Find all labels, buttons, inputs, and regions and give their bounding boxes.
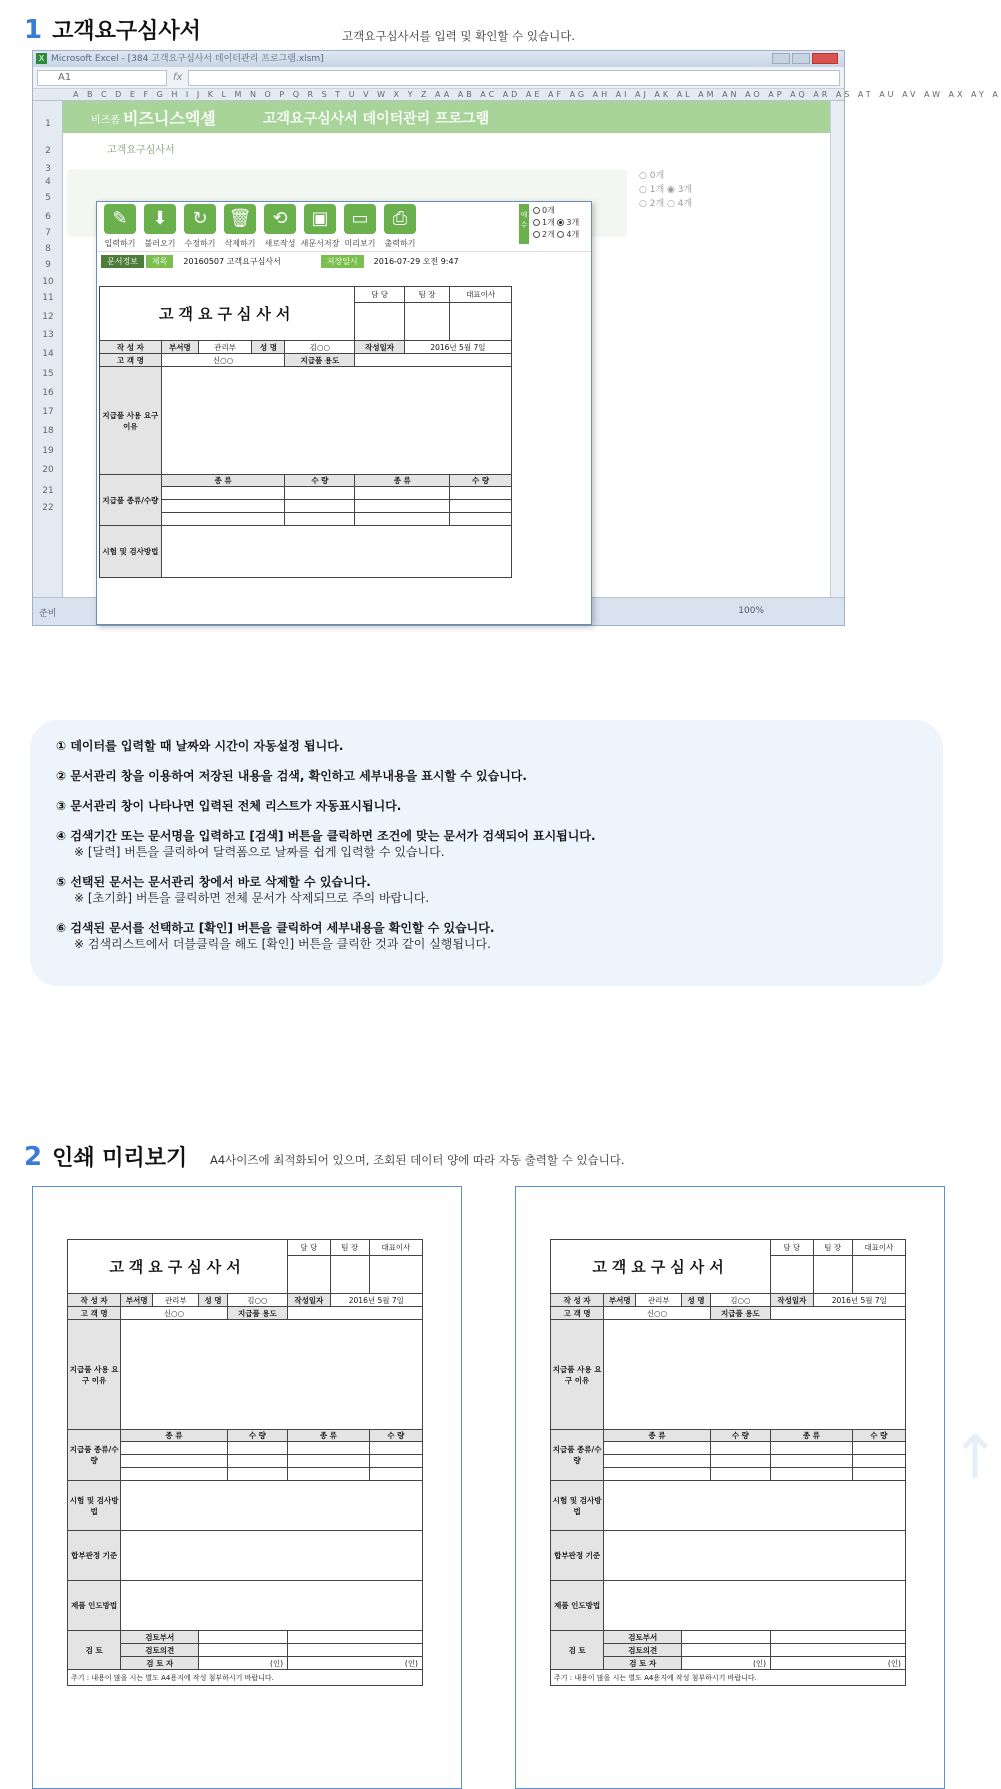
reason-value[interactable] (121, 1320, 423, 1430)
ghost-radio-row: ○ 2개 ○ 4개 (639, 199, 693, 209)
item-kind-cell[interactable] (604, 1442, 710, 1455)
qty-header: 수 량 (852, 1430, 905, 1442)
item-kind-cell[interactable] (355, 513, 450, 526)
trash-icon: 🗑 (224, 204, 256, 234)
note-main: ① 데이터를 입력할 때 날짜와 시간이 자동설정 됩니다. (56, 739, 344, 753)
title-tag: 제목 (146, 255, 173, 268)
dept-value[interactable]: 관리부 (636, 1294, 682, 1307)
toolbar-button-label: 불러오기 (144, 239, 176, 248)
use-value[interactable] (355, 354, 512, 367)
qty-header: 수 량 (450, 475, 512, 487)
seal-mark: (인) (199, 1657, 288, 1670)
item-qty-cell[interactable] (450, 513, 512, 526)
reason-value[interactable] (604, 1320, 906, 1430)
close-button[interactable] (812, 53, 838, 64)
date-value[interactable]: 2016년 5월 7일 (813, 1294, 905, 1307)
title-value: 20160507 고객요구심사서 (183, 256, 281, 266)
item-kind-cell[interactable] (161, 487, 285, 500)
item-qty-cell[interactable] (285, 513, 355, 526)
name-label: 성 명 (199, 1294, 227, 1307)
review-opinion-label: 검토의견 (604, 1644, 682, 1657)
date-value[interactable]: 2016년 5월 7일 (404, 341, 511, 354)
note-main: ③ 문서관리 창이 나타나면 입력된 전체 리스트가 자동표시됩니다. (56, 799, 402, 813)
radio-1[interactable] (533, 219, 540, 226)
approval-sign[interactable] (771, 1256, 814, 1294)
review-cell (199, 1631, 288, 1644)
item-qty-cell[interactable] (450, 487, 512, 500)
pass-label: 합부판정 기준 (68, 1531, 121, 1581)
radio-0-label: 0개 (542, 206, 555, 215)
name-label: 성 명 (682, 1294, 710, 1307)
deliver-label: 제품 인도방법 (68, 1581, 121, 1631)
row-header[interactable]: 6 (45, 212, 51, 222)
form-title: 고객요구심사서 (68, 1240, 288, 1294)
ghost-radio-row: ○ 1개 ◉ 3개 (639, 185, 693, 195)
approval-sign[interactable] (404, 303, 449, 341)
reason-value[interactable] (161, 367, 511, 475)
item-kind-cell[interactable] (161, 513, 285, 526)
reviewer-label: 검 토 자 (604, 1657, 682, 1670)
row-header[interactable]: 8 (45, 244, 51, 254)
toolbar-button-label: 삭제하기 (224, 239, 256, 248)
item-qty-cell[interactable] (285, 487, 355, 500)
row-header[interactable]: 19 (42, 446, 54, 456)
brand-small: 비즈폼 (91, 115, 120, 126)
seal-mark: (인) (288, 1657, 423, 1670)
approval-header: 대표이사 (369, 1240, 422, 1256)
items-label: 지급품 종류/수량 (551, 1430, 604, 1481)
section2-desc: A4사이즈에 최적화되어 있으며, 조회된 데이터 양에 따라 자동 출력할 수 있습니다. (210, 1153, 625, 1167)
review-dept-label: 검토부서 (604, 1631, 682, 1644)
review-cell (771, 1644, 906, 1657)
item-kind-cell[interactable] (771, 1442, 853, 1455)
kind-header: 종 류 (121, 1430, 227, 1442)
item-qty-cell[interactable] (369, 1442, 422, 1455)
zoom-level[interactable]: 100% (738, 606, 764, 616)
background-copies (619, 169, 739, 225)
copies-label: 매수 (519, 204, 529, 244)
approval-sign[interactable] (813, 1256, 852, 1294)
row-header[interactable]: 20 (42, 465, 54, 475)
item-kind-cell[interactable] (604, 1468, 710, 1481)
review-cell (288, 1644, 423, 1657)
item-qty-cell[interactable] (369, 1468, 422, 1481)
vertical-scrollbar[interactable] (830, 101, 844, 597)
approval-header: 팀 장 (404, 287, 449, 303)
items-label: 지급품 종류/수량 (68, 1430, 121, 1481)
dept-value[interactable]: 관리부 (198, 341, 252, 354)
dept-label: 부서명 (121, 1294, 153, 1307)
radio-4[interactable] (557, 231, 564, 238)
item-kind-cell[interactable] (771, 1468, 853, 1481)
note-main: ⑤ 선택된 문서는 문서관리 창에서 바로 삭제할 수 있습니다. (56, 875, 371, 889)
form-footnote: 주기 : 내용이 많을 시는 별도 A4용지에 작성 첨부하시기 바랍니다. (551, 1670, 906, 1686)
document-info-bar (97, 254, 591, 268)
approval-header: 대표이사 (852, 1240, 905, 1256)
test-label: 시험 및 검사방법 (551, 1481, 604, 1531)
form-toolbar (97, 202, 591, 252)
row-header[interactable]: 10 (42, 277, 54, 287)
toolbar-button-3[interactable] (219, 204, 261, 249)
status-text: 준비 (39, 609, 57, 619)
item-kind-cell[interactable] (121, 1468, 227, 1481)
radio-2[interactable] (533, 231, 540, 238)
item-qty-cell[interactable] (852, 1468, 905, 1481)
toolbar-button-0[interactable] (99, 204, 141, 249)
date-value[interactable]: 2016년 5월 7일 (330, 1294, 422, 1307)
section1-number: 1 (24, 15, 43, 45)
note-item (56, 738, 917, 754)
item-kind-cell[interactable] (161, 500, 285, 513)
row-header[interactable]: 13 (42, 330, 54, 340)
toolbar-button-2[interactable] (179, 204, 221, 249)
item-kind-cell[interactable] (288, 1442, 370, 1455)
save-icon: ▣ (304, 204, 336, 234)
reviewer-label: 검 토 자 (121, 1657, 199, 1670)
note-sub: ※ [초기화] 버튼을 클릭하면 전체 문서가 삭제되므로 주의 바랍니다. (74, 891, 430, 905)
item-kind-cell[interactable] (771, 1455, 853, 1468)
item-qty-cell[interactable] (227, 1442, 287, 1455)
author-label: 작 성 자 (68, 1294, 121, 1307)
ghost-radio-row: ○ 0개 (639, 171, 665, 181)
section2-title: 인쇄 미리보기 (52, 1146, 188, 1171)
row-header[interactable]: 22 (42, 503, 54, 513)
test-label: 시험 및 검사방법 (68, 1481, 121, 1531)
name-box[interactable]: A1 (37, 70, 167, 86)
dept-label: 부서명 (161, 341, 198, 354)
dept-label: 부서명 (604, 1294, 636, 1307)
review-cell (682, 1644, 771, 1657)
item-qty-cell[interactable] (227, 1468, 287, 1481)
toolbar-button-label: 미리보기 (344, 239, 376, 248)
item-qty-cell[interactable] (852, 1442, 905, 1455)
review-dept-label: 검토부서 (121, 1631, 199, 1644)
excel-window-title: Microsoft Excel - [384 고객요구심사서 데이터관리 프로그램.xlsm] (51, 54, 324, 64)
customer-label: 고 객 명 (551, 1307, 604, 1320)
row-header[interactable]: 4 (45, 177, 51, 187)
radio-2-label: 2개 (542, 230, 555, 239)
row-header[interactable]: 15 (42, 369, 54, 379)
item-kind-cell[interactable] (288, 1455, 370, 1468)
section1-heading (24, 14, 201, 45)
item-kind-cell[interactable] (355, 487, 450, 500)
toolbar-button-1[interactable] (139, 204, 181, 249)
use-label: 지급품 용도 (227, 1307, 287, 1320)
section2-number: 2 (24, 1142, 43, 1172)
input-form-window (96, 201, 592, 625)
row-header[interactable]: 21 (42, 486, 54, 496)
toolbar-button-7[interactable] (379, 204, 421, 249)
row-header[interactable]: 1 (45, 119, 51, 129)
item-qty-cell[interactable] (710, 1442, 770, 1455)
review-label: 검 토 (551, 1631, 604, 1670)
approval-header: 담 당 (288, 1240, 331, 1256)
qty-header: 수 량 (369, 1430, 422, 1442)
load-icon: ⬇ (144, 204, 176, 234)
review-cell (682, 1631, 771, 1644)
use-value[interactable] (288, 1307, 423, 1320)
copies-selector (519, 204, 589, 244)
test-label: 시험 및 검사방법 (100, 526, 162, 578)
date-label: 작성일자 (771, 1294, 814, 1307)
toolbar-button-label: 새로작성 (264, 239, 296, 248)
doc-info-tag: 문서정보 (101, 255, 144, 268)
radio-0[interactable] (533, 207, 540, 214)
item-kind-cell[interactable] (355, 500, 450, 513)
radio-4-label: 4개 (566, 230, 580, 239)
reason-label: 지급품 사용 요구 이유 (551, 1320, 604, 1430)
section2-heading (24, 1141, 187, 1172)
saved-tag: 저장일시 (321, 255, 364, 268)
printed-form-1 (67, 1239, 423, 1686)
row-headers (33, 101, 63, 597)
note-item (56, 768, 917, 784)
approval-header: 팀 장 (813, 1240, 852, 1256)
note-sub: ※ 검색리스트에서 더블클릭을 해도 [확인] 버튼을 클릭한 것과 같이 실행됩니다. (74, 937, 491, 951)
approval-sign[interactable] (369, 1256, 422, 1294)
approval-sign[interactable] (355, 303, 404, 341)
dept-value[interactable]: 관리부 (153, 1294, 199, 1307)
item-qty-cell[interactable] (227, 1455, 287, 1468)
formula-input[interactable] (188, 70, 840, 86)
form-title: 고객요구심사서 (551, 1240, 771, 1294)
approval-header: 담 당 (355, 287, 404, 303)
name-value[interactable]: 김○○ (285, 341, 355, 354)
excel-titlebar (33, 51, 844, 67)
kind-header: 종 류 (771, 1430, 853, 1442)
column-headers: A B C D E F G H I J K L M N O P Q R S T U V W X Y Z AA AB AC AD AE AF AG AH AI AJ AK AL AM AN AO AP AQ AR AS AT AU AV AW AX AY A (33, 89, 844, 101)
radio-3-label: 3개 (566, 218, 580, 227)
row-header[interactable]: 9 (45, 260, 51, 270)
seal-mark: (인) (682, 1657, 771, 1670)
date-label: 작성일자 (288, 1294, 331, 1307)
print-preview-page-2 (515, 1186, 945, 1789)
excel-app-icon: X (36, 53, 47, 64)
refresh-icon: ↻ (184, 204, 216, 234)
test-value[interactable] (121, 1481, 423, 1531)
approval-sign[interactable] (288, 1256, 331, 1294)
print-icon: ⎙ (384, 204, 416, 234)
row-header[interactable]: 5 (45, 193, 51, 203)
program-title: 고객요구심사서 데이터관리 프로그램 (263, 111, 490, 127)
note-main: ② 문서관리 창을 이용하여 저장된 내용을 검색, 확인하고 세부내용을 표시할 수 있습니다. (56, 769, 527, 783)
kind-header: 종 류 (161, 475, 285, 487)
program-banner (63, 101, 830, 133)
radio-1-label: 1개 (542, 218, 555, 227)
feature-notes (30, 720, 943, 986)
note-item (56, 874, 917, 906)
note-item (56, 920, 917, 952)
approval-header: 팀 장 (330, 1240, 369, 1256)
review-cell (288, 1631, 423, 1644)
customer-label: 고 객 명 (68, 1307, 121, 1320)
note-main: ⑥ 검색된 문서를 선택하고 [확인] 버튼을 클릭하여 세부내용을 확인할 수 있습니다. (56, 921, 495, 935)
item-kind-cell[interactable] (288, 1468, 370, 1481)
item-qty-cell[interactable] (710, 1455, 770, 1468)
review-opinion-label: 검토의견 (121, 1644, 199, 1657)
row-header[interactable]: 3 (45, 164, 51, 174)
approval-sign[interactable] (330, 1256, 369, 1294)
date-label: 작성일자 (355, 341, 404, 354)
item-qty-cell[interactable] (369, 1455, 422, 1468)
kind-header: 종 류 (604, 1430, 710, 1442)
author-label: 작 성 자 (100, 341, 162, 354)
use-label: 지급품 용도 (285, 354, 355, 367)
item-kind-cell[interactable] (604, 1455, 710, 1468)
item-qty-cell[interactable] (710, 1468, 770, 1481)
form-footnote: 주기 : 내용이 많을 시는 별도 A4용지에 작성 첨부하시기 바랍니다. (68, 1670, 423, 1686)
note-main: ④ 검색기간 또는 문서명을 입력하고 [검색] 버튼을 클릭하면 조건에 맞는 문서가 검색되어 표시됩니다. (56, 829, 596, 843)
approval-header: 담 당 (771, 1240, 814, 1256)
author-label: 작 성 자 (551, 1294, 604, 1307)
row-header[interactable]: 16 (42, 388, 54, 398)
test-value[interactable] (604, 1481, 906, 1531)
name-value[interactable]: 김○○ (227, 1294, 287, 1307)
note-sub: ※ [달력] 버튼을 클릭하여 달력폼으로 날짜를 쉽게 입력할 수 있습니다. (74, 845, 445, 859)
pass-label: 합부판정 기준 (551, 1531, 604, 1581)
item-kind-cell[interactable] (121, 1455, 227, 1468)
qty-header: 수 량 (227, 1430, 287, 1442)
name-value[interactable]: 김○○ (710, 1294, 770, 1307)
brand-logo: 비즈니스엑셀 (123, 109, 216, 128)
use-value[interactable] (771, 1307, 906, 1320)
items-label: 지급품 종류/수량 (100, 475, 162, 526)
radio-3[interactable] (557, 219, 564, 226)
toolbar-button-label: 입력하기 (104, 239, 136, 248)
name-label: 성 명 (252, 341, 285, 354)
sheet-subtitle: 고객요구심사서 (107, 145, 175, 156)
row-header[interactable]: 12 (42, 312, 54, 322)
minimize-button[interactable] (772, 53, 790, 64)
section1-desc: 고객요구심사서를 입력 및 확인할 수 있습니다. (342, 29, 576, 43)
seal-mark: (인) (771, 1657, 906, 1670)
form-title: 고객요구심사서 (100, 287, 355, 341)
item-qty-cell[interactable] (852, 1455, 905, 1468)
deliver-label: 제품 인도방법 (551, 1581, 604, 1631)
use-label: 지급품 용도 (710, 1307, 770, 1320)
item-qty-cell[interactable] (285, 500, 355, 513)
row-header[interactable]: 18 (42, 426, 54, 436)
approval-sign[interactable] (450, 303, 512, 341)
new-icon: ⟲ (264, 204, 296, 234)
customer-label: 고 객 명 (100, 354, 162, 367)
printed-form-2 (550, 1239, 906, 1686)
item-kind-cell[interactable] (121, 1442, 227, 1455)
deliver-value[interactable] (604, 1581, 906, 1631)
row-header[interactable]: 11 (42, 293, 54, 303)
item-qty-cell[interactable] (450, 500, 512, 513)
formula-bar (33, 67, 844, 89)
customer-value[interactable]: 신○○ (121, 1307, 227, 1320)
arrow-decoration: ↑ (950, 1423, 1001, 1493)
approval-sign[interactable] (852, 1256, 905, 1294)
pencil-icon: ✎ (104, 204, 136, 234)
saved-value: 2016-07-29 오전 9:47 (373, 256, 459, 266)
row-header[interactable]: 7 (45, 228, 51, 238)
row-header[interactable]: 2 (45, 146, 51, 156)
toolbar-button-label: 새문서저장 (300, 239, 340, 248)
review-cell (771, 1631, 906, 1644)
note-item (56, 828, 917, 860)
review-cell (199, 1644, 288, 1657)
customer-value[interactable]: 신○○ (161, 354, 285, 367)
qty-header: 수 량 (285, 475, 355, 487)
toolbar-button-5[interactable] (299, 204, 341, 249)
fx-icon[interactable]: fx (173, 72, 183, 83)
pass-value[interactable] (604, 1531, 906, 1581)
form-document[interactable] (99, 286, 512, 578)
kind-header: 종 류 (355, 475, 450, 487)
test-value[interactable] (161, 526, 511, 578)
kind-header: 종 류 (288, 1430, 370, 1442)
row-header[interactable]: 14 (42, 349, 54, 359)
monitor-icon: ▭ (344, 204, 376, 234)
print-preview-page-1 (32, 1186, 462, 1789)
section1-title: 고객요구심사서 (52, 19, 201, 44)
pass-value[interactable] (121, 1531, 423, 1581)
toolbar-button-label: 수정하기 (184, 239, 216, 248)
row-header[interactable]: 17 (42, 407, 54, 417)
reason-label: 지급품 사용 요구 이유 (100, 367, 162, 475)
reason-label: 지급품 사용 요구 이유 (68, 1320, 121, 1430)
qty-header: 수 량 (710, 1430, 770, 1442)
toolbar-button-6[interactable] (339, 204, 381, 249)
note-item (56, 798, 917, 814)
deliver-value[interactable] (121, 1581, 423, 1631)
customer-value[interactable]: 신○○ (604, 1307, 710, 1320)
review-label: 검 토 (68, 1631, 121, 1670)
toolbar-button-4[interactable] (259, 204, 301, 249)
maximize-button[interactable] (792, 53, 810, 64)
toolbar-button-label: 출력하기 (384, 239, 416, 248)
approval-header: 대표이사 (450, 287, 512, 303)
